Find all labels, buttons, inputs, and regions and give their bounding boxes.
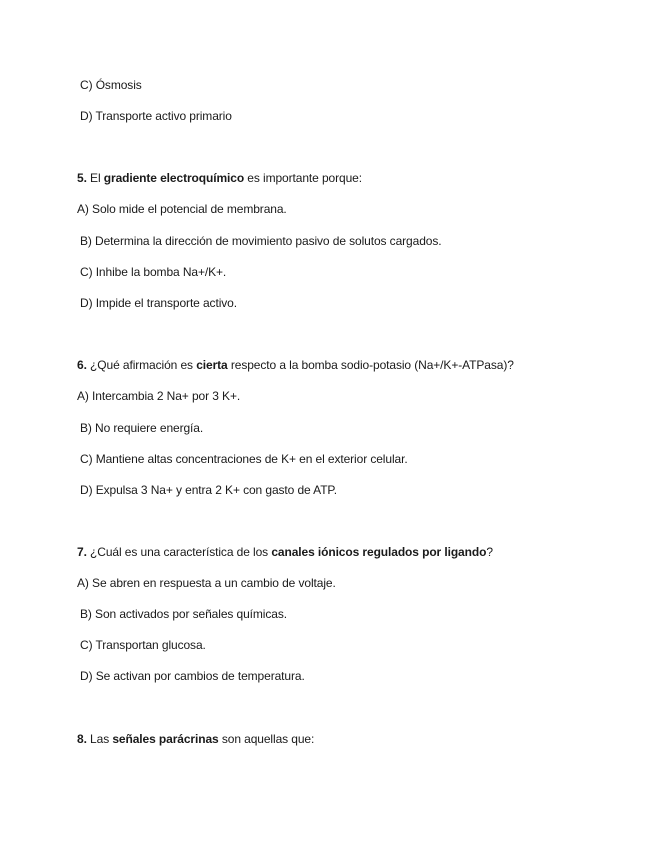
question-keyword: cierta [196, 358, 228, 372]
option-d-prev: D) Transporte activo primario [80, 109, 232, 123]
question-8: 8. Las señales parácrinas son aquellas que: [77, 732, 315, 746]
q7-option-b: B) Son activados por señales químicas. [80, 607, 287, 621]
q6-option-c: C) Mantiene altas concentraciones de K+ en el exterior celular. [80, 452, 408, 466]
q5-option-d: D) Impide el transporte activo. [80, 296, 237, 310]
q6-option-a: A) Intercambia 2 Na+ por 3 K+. [77, 389, 241, 403]
q5-option-a: A) Solo mide el potencial de membrana. [77, 202, 287, 216]
question-number: 7. [77, 545, 87, 559]
question-number: 6. [77, 358, 87, 372]
option-c-prev: C) Ósmosis [80, 78, 142, 92]
q7-option-c: C) Transportan glucosa. [80, 638, 206, 652]
q5-option-c: C) Inhibe la bomba Na+/K+. [80, 265, 227, 279]
q5-option-b: B) Determina la dirección de movimiento pasivo de solutos cargados. [80, 234, 442, 248]
question-keyword: señales parácrinas [112, 732, 219, 746]
question-keyword: gradiente electroquímico [103, 171, 245, 185]
question-number: 8. [77, 732, 87, 746]
question-6: 6. ¿Qué afirmación es cierta respecto a la bomba sodio-potasio (Na+/K+-ATPasa)? [77, 358, 514, 372]
question-keyword: canales iónicos regulados por ligando [271, 545, 487, 559]
question-number: 5. [77, 171, 87, 185]
question-5: 5. El gradiente electroquímico es importante porque: [77, 171, 362, 185]
q6-option-b: B) No requiere energía. [80, 421, 204, 435]
q7-option-d: D) Se activan por cambios de temperatura. [80, 669, 305, 683]
question-7: 7. ¿Cuál es una característica de los canales iónicos regulados por ligando? [77, 545, 493, 559]
q7-option-a: A) Se abren en respuesta a un cambio de voltaje. [77, 576, 336, 590]
q6-option-d: D) Expulsa 3 Na+ y entra 2 K+ con gasto de ATP. [80, 483, 338, 497]
